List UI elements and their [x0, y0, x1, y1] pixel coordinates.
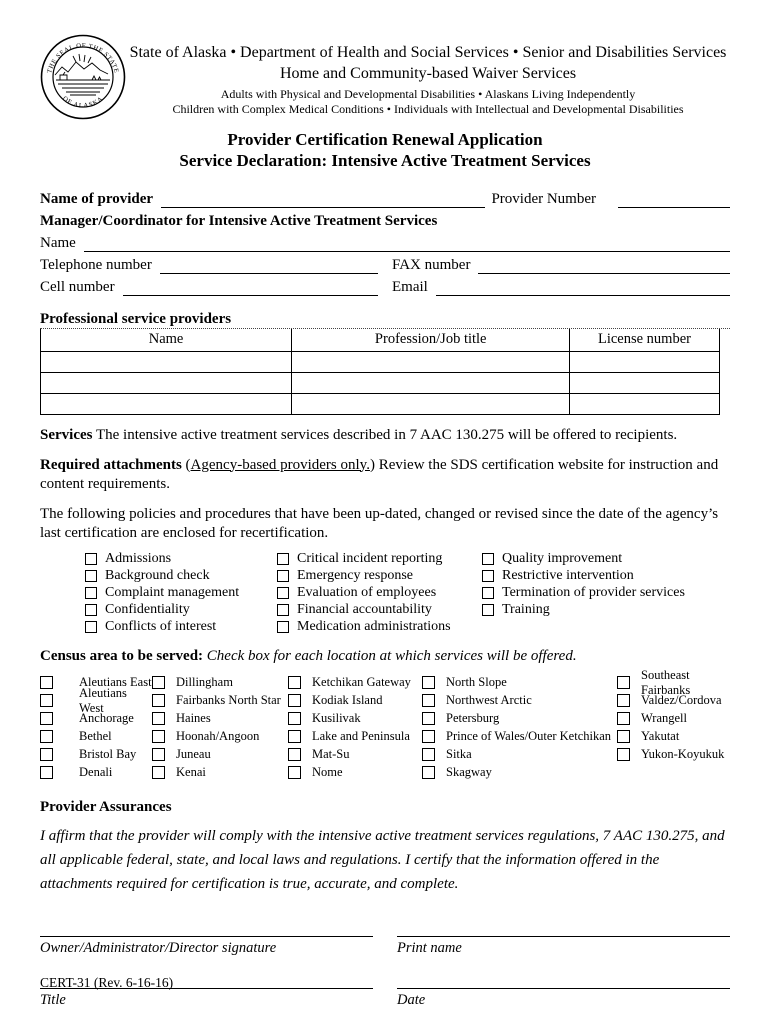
checkbox-icon[interactable]: [422, 694, 435, 707]
checkbox-icon[interactable]: [277, 570, 289, 582]
census-checkbox-item[interactable]: [422, 764, 617, 782]
census-checkbox-item[interactable]: [40, 746, 152, 764]
profession-cell[interactable]: [292, 393, 570, 414]
subprogram-line-1: Adults with Physical and Developmental Disabilities • Alaskans Living Independently: [220, 87, 636, 101]
census-checkbox-item[interactable]: [422, 674, 617, 692]
checkbox-icon[interactable]: [40, 676, 53, 689]
checkbox-icon[interactable]: [288, 694, 301, 707]
form-titles: [40, 129, 730, 171]
census-area-label: Kenai: [176, 765, 206, 779]
cell-label: Cell number: [40, 279, 115, 295]
census-checkbox-item[interactable]: [40, 764, 152, 782]
required-attachments-label: Required attachments: [40, 456, 182, 473]
signature-row-1: [40, 936, 730, 957]
agency-line: State of Alaska • Department of Health and Social Services • Senior and Disabilities Services: [129, 44, 727, 61]
seal-bottom-text: OF ALASKA: [61, 95, 105, 110]
policies-checkbox-grid: [85, 551, 730, 636]
col-header-name: Name: [41, 329, 292, 351]
checkbox-icon[interactable]: [288, 748, 301, 761]
policy-label: Emergency response: [297, 568, 413, 583]
license-cell[interactable]: [570, 372, 719, 393]
checkbox-icon[interactable]: [617, 676, 630, 689]
checkbox-icon[interactable]: [152, 676, 165, 689]
col-header-profession: Profession/Job title: [292, 329, 570, 351]
policy-label: Evaluation of employees: [297, 585, 437, 600]
policies-column-3: [482, 551, 730, 636]
checkbox-icon[interactable]: [152, 712, 165, 725]
signature-input[interactable]: [40, 936, 373, 937]
census-checkbox-item[interactable]: [617, 692, 730, 710]
name-of-provider-input[interactable]: [161, 191, 485, 208]
census-checkbox-grid: [40, 667, 730, 782]
checkbox-icon[interactable]: [277, 621, 289, 633]
phone-fax-row: [40, 252, 730, 274]
checkbox-icon[interactable]: [40, 766, 53, 779]
census-checkbox-item[interactable]: [617, 746, 730, 764]
policy-checkbox-item[interactable]: [482, 585, 730, 602]
census-checkbox-item[interactable]: [288, 746, 422, 764]
census-instruction: Check box for each location at which services will be offered.: [206, 647, 577, 664]
seal-top-text: THE SEAL OF THE STATE: [46, 42, 120, 75]
checkbox-icon[interactable]: [40, 748, 53, 761]
table-row: [41, 372, 720, 393]
checkbox-icon[interactable]: [482, 587, 494, 599]
checkbox-icon[interactable]: [617, 694, 630, 707]
census-checkbox-item[interactable]: [288, 764, 422, 782]
date-input[interactable]: [397, 988, 730, 989]
checkbox-icon[interactable]: [482, 570, 494, 582]
census-area-label: Southeast Fairbanks: [641, 667, 691, 697]
program-line: Home and Community-based Waiver Services: [279, 65, 577, 82]
census-area-label: Haines: [176, 711, 211, 725]
agency-based-underlined: Agency-based providers only.: [190, 456, 370, 473]
checkbox-icon[interactable]: [40, 730, 53, 743]
policy-label: Critical incident reporting: [297, 551, 443, 566]
checkbox-icon[interactable]: [288, 730, 301, 743]
census-area-label: Kodiak Island: [312, 693, 383, 707]
checkbox-icon[interactable]: [422, 766, 435, 779]
census-area-label: Lake and Peninsula: [312, 729, 410, 743]
census-area-label: Bethel: [79, 729, 112, 743]
census-checkbox-item[interactable]: [288, 728, 422, 746]
manager-heading-row: [40, 208, 730, 230]
census-area-label: Sitka: [446, 747, 472, 761]
policy-checkbox-item[interactable]: [277, 602, 482, 619]
fax-label: FAX number: [392, 257, 471, 273]
checkbox-icon[interactable]: [152, 766, 165, 779]
providers-table: [40, 329, 720, 415]
policy-label: Termination of provider services: [502, 585, 685, 600]
checkbox-icon[interactable]: [617, 712, 630, 725]
checkbox-icon[interactable]: [152, 694, 165, 707]
checkbox-icon[interactable]: [288, 712, 301, 725]
policy-label: Admissions: [105, 551, 172, 566]
census-checkbox-item[interactable]: [152, 692, 288, 710]
provider-name-row: [40, 186, 730, 208]
policy-label: Medication administrations: [297, 619, 451, 634]
print-name-label: Print name: [397, 939, 462, 956]
census-column-2: [152, 674, 288, 782]
checkbox-icon[interactable]: [422, 712, 435, 725]
checkbox-icon[interactable]: [422, 748, 435, 761]
date-col: [397, 988, 730, 1009]
census-checkbox-item[interactable]: [617, 710, 730, 728]
title-label: Title: [40, 991, 66, 1008]
checkbox-icon[interactable]: [422, 676, 435, 689]
telephone-input[interactable]: [160, 257, 378, 274]
policies-column-2: [277, 551, 482, 636]
census-column-4: [422, 674, 617, 782]
print-name-input[interactable]: [397, 936, 730, 937]
checkbox-icon[interactable]: [482, 604, 494, 616]
census-area-label: Petersburg: [446, 711, 500, 725]
telephone-label: Telephone number: [40, 257, 152, 273]
provider-assurances-text: I affirm that the provider will comply with the intensive active treatment services regulations, 7 AAC 130.275, and all applicable federal, state, and local laws and regulations. I certify that the information offered in the attachments required for certification is true, accurate, and complete.: [40, 827, 725, 892]
checkbox-icon[interactable]: [288, 676, 301, 689]
table-row: [41, 393, 720, 414]
providers-table-body: [41, 351, 720, 414]
services-label: Services: [40, 426, 93, 443]
checkbox-icon[interactable]: [422, 730, 435, 743]
checkbox-icon[interactable]: [277, 604, 289, 616]
col-header-license: License number: [570, 329, 719, 351]
subprogram-line-2: Children with Complex Medical Conditions • Individuals with Intellectual and Developmental Disabilities: [172, 102, 684, 116]
fax-input[interactable]: [478, 257, 730, 274]
services-paragraph: [40, 426, 730, 445]
census-checkbox-item[interactable]: [288, 710, 422, 728]
checkbox-icon[interactable]: [152, 748, 165, 761]
name-cell[interactable]: [41, 393, 292, 414]
policy-label: Financial accountability: [297, 602, 432, 617]
census-area-label: Skagway: [446, 765, 492, 779]
policy-label: Confidentiality: [105, 602, 190, 617]
checkbox-icon[interactable]: [85, 587, 97, 599]
checkbox-icon[interactable]: [617, 730, 630, 743]
policy-checkbox-item[interactable]: [277, 551, 482, 568]
policy-checkbox-item[interactable]: [277, 568, 482, 585]
email-label: Email: [392, 279, 428, 295]
checkbox-icon[interactable]: [85, 604, 97, 616]
policy-checkbox-item[interactable]: [85, 568, 277, 585]
census-checkbox-item[interactable]: [422, 710, 617, 728]
policy-checkbox-item[interactable]: [85, 602, 277, 619]
census-area-label: Yukon-Koyukuk: [641, 747, 725, 761]
cell-input[interactable]: [123, 279, 378, 296]
census-area-label: Hoonah/Angoon: [176, 729, 260, 743]
census-checkbox-item[interactable]: [617, 728, 730, 746]
census-checkbox-item[interactable]: [152, 764, 288, 782]
census-area-label: Valdez/Cordova: [641, 693, 722, 707]
census-checkbox-item[interactable]: [288, 692, 422, 710]
providers-table-wrap: [40, 328, 730, 415]
census-area-label: Anchorage: [79, 711, 134, 725]
policy-checkbox-item[interactable]: [482, 568, 730, 585]
census-checkbox-item[interactable]: [152, 710, 288, 728]
provider-number-input[interactable]: [618, 191, 730, 208]
census-checkbox-item[interactable]: [40, 685, 152, 715]
required-attachments-text: Review the SDS certification website for instruction and content requirements.: [40, 456, 719, 492]
provider-number-label: Provider Number: [491, 191, 596, 207]
policy-checkbox-item[interactable]: [85, 585, 277, 602]
name-cell[interactable]: [41, 351, 292, 372]
census-area-label: Nome: [312, 765, 343, 779]
census-heading: [40, 648, 730, 665]
census-checkbox-item[interactable]: [152, 728, 288, 746]
paren-open: (: [185, 456, 191, 473]
manager-name-row: [40, 230, 730, 252]
census-checkbox-item[interactable]: [422, 692, 617, 710]
manager-name-input[interactable]: [84, 235, 730, 252]
providers-table-section: [40, 310, 730, 415]
census-area-label: Northwest Arctic: [446, 693, 532, 707]
policy-label: Training: [502, 602, 550, 617]
services-text: The intensive active treatment services described in 7 AAC 130.275 will be offered to recipients.: [95, 426, 678, 443]
census-column-1: [40, 674, 152, 782]
license-cell[interactable]: [570, 351, 719, 372]
checkbox-icon[interactable]: [617, 748, 630, 761]
census-checkbox-item[interactable]: [40, 728, 152, 746]
census-checkbox-item[interactable]: [617, 667, 730, 697]
census-checkbox-item[interactable]: [422, 746, 617, 764]
form-title: Provider Certification Renewal Application: [227, 130, 543, 149]
license-cell[interactable]: [570, 393, 719, 414]
policy-checkbox-item[interactable]: [482, 551, 730, 568]
cell-email-row: [40, 274, 730, 296]
form-subtitle: Service Declaration: Intensive Active Treatment Services: [179, 151, 591, 170]
census-checkbox-item[interactable]: [288, 674, 422, 692]
census-column-3: [288, 674, 422, 782]
paren-close: ): [369, 456, 375, 473]
name-cell[interactable]: [41, 372, 292, 393]
checkbox-icon[interactable]: [288, 766, 301, 779]
checkbox-icon[interactable]: [277, 587, 289, 599]
policies-intro-paragraph: The following policies and procedures that have been up-dated, changed or revised since the date of the agency’s last certification are enclosed for recertification.: [40, 505, 719, 541]
census-area-label: Aleutians East: [79, 675, 152, 689]
header-text: [126, 34, 730, 117]
policy-label: Background check: [105, 568, 210, 583]
email-input[interactable]: [436, 279, 730, 296]
form-number: CERT-31 (Rev. 6-16-16): [40, 975, 174, 990]
census-label: Census area to be served:: [40, 647, 204, 664]
policy-checkbox-item[interactable]: [85, 551, 277, 568]
signature-label: Owner/Administrator/Director signature: [40, 939, 277, 956]
policies-column-1: [85, 551, 277, 636]
checkbox-icon[interactable]: [85, 621, 97, 633]
census-checkbox-item[interactable]: [152, 746, 288, 764]
checkbox-icon[interactable]: [85, 570, 97, 582]
name-label: Name: [40, 235, 76, 251]
census-area-label: Dillingham: [176, 675, 233, 689]
providers-table-title: Professional service providers: [40, 311, 232, 327]
census-checkbox-item[interactable]: [422, 728, 617, 746]
table-row: [41, 351, 720, 372]
required-attachments-paragraph: [40, 456, 730, 494]
policy-checkbox-item[interactable]: [85, 619, 277, 636]
checkbox-icon[interactable]: [85, 553, 97, 565]
provider-assurances-heading: Provider Assurances: [40, 798, 172, 815]
checkbox-icon[interactable]: [152, 730, 165, 743]
policy-label: Complaint management: [105, 585, 240, 600]
checkbox-icon[interactable]: [277, 553, 289, 565]
policy-label: Quality improvement: [502, 551, 623, 566]
census-area-label: Wrangell: [641, 711, 688, 725]
policy-checkbox-item[interactable]: [277, 585, 482, 602]
profession-cell[interactable]: [292, 351, 570, 372]
policy-checkbox-item[interactable]: [482, 602, 730, 619]
name-of-provider-label: Name of provider: [40, 191, 154, 207]
census-area-label: Fairbanks North Star: [176, 693, 281, 707]
census-area-label: Denali: [79, 765, 113, 779]
profession-cell[interactable]: [292, 372, 570, 393]
policy-label: Conflicts of interest: [105, 619, 217, 634]
census-area-label: Kusilivak: [312, 711, 361, 725]
census-checkbox-item[interactable]: [152, 674, 288, 692]
policy-label: Restrictive intervention: [502, 568, 634, 583]
checkbox-icon[interactable]: [40, 694, 53, 707]
header: [40, 34, 730, 120]
policy-checkbox-item[interactable]: [277, 619, 482, 636]
date-label: Date: [397, 991, 426, 1008]
census-area-label: Bristol Bay: [79, 747, 137, 761]
alaska-state-seal-icon: [40, 34, 126, 120]
print-name-col: [397, 936, 730, 957]
signature-col: [40, 936, 373, 957]
census-area-label: Ketchikan Gateway: [312, 675, 411, 689]
census-area-label: Juneau: [176, 747, 211, 761]
manager-heading: Manager/Coordinator for Intensive Active Treatment Services: [40, 213, 438, 229]
census-area-label: Aleutians West: [79, 685, 127, 715]
census-area-label: Prince of Wales/Outer Ketchikan: [446, 729, 612, 743]
census-area-label: North Slope: [446, 675, 507, 689]
census-column-5: [617, 667, 730, 782]
checkbox-icon[interactable]: [40, 712, 53, 725]
checkbox-icon[interactable]: [482, 553, 494, 565]
provider-info-section: [40, 186, 730, 296]
census-area-label: Yakutat: [641, 729, 680, 743]
census-area-label: Mat-Su: [312, 747, 350, 761]
table-header-row: [41, 329, 720, 351]
